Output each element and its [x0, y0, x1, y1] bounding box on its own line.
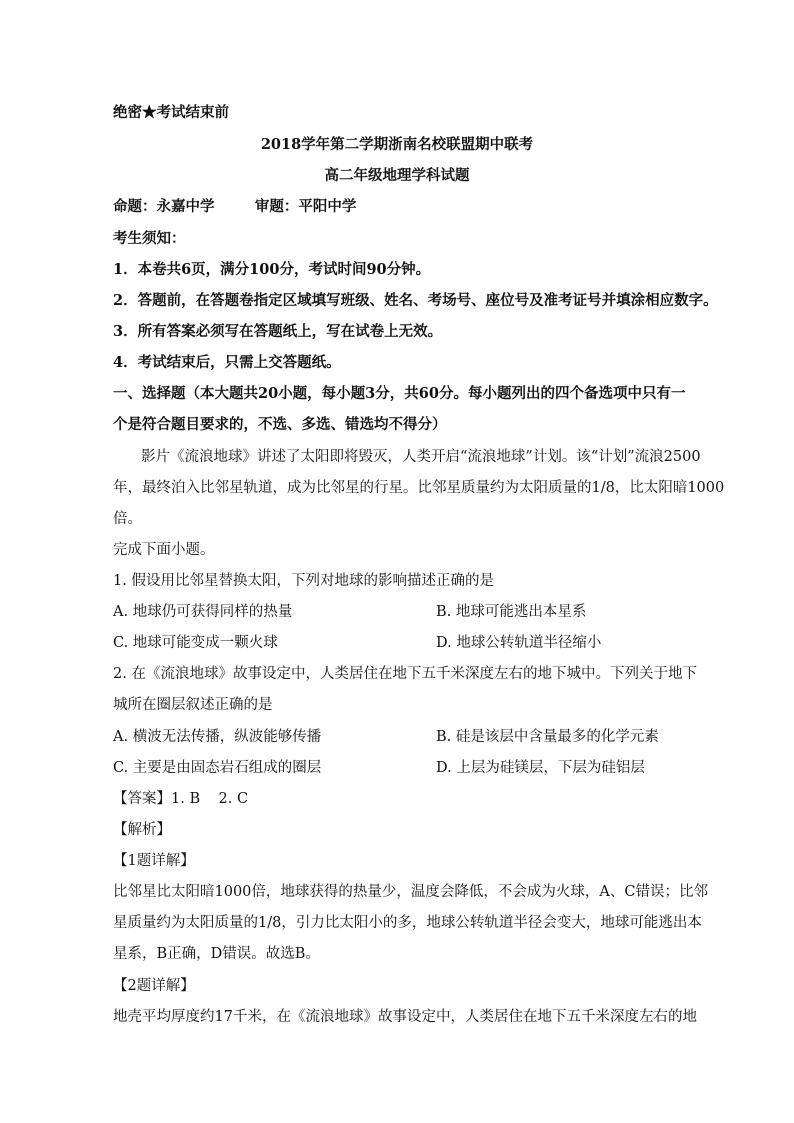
analysis-label: 【解析】	[113, 822, 171, 838]
section-title: 个是符合题目要求的，不选、多选、错选均不得分）	[113, 416, 447, 433]
detail-line: 地壳平均厚度约17千米，在《流浪地球》故事设定中，人类居住在地下五千米深度左右的地	[113, 1009, 697, 1025]
option-d: D. 上层为硅镁层，下层为硅铝层	[436, 760, 645, 776]
notice-title: 考生须知：	[113, 230, 186, 247]
exam-title: 2018学年第二学期浙南名校联盟期中联考	[260, 136, 534, 153]
answer-line: 【答案】1. B 2. C	[113, 791, 249, 807]
passage-line: 年，最终泊入比邻星轨道，成为比邻星的行星。比邻星质量约为太阳质量的1/8，比太阳暗1000	[113, 480, 725, 496]
option-a: A. 地球仍可获得同样的热量	[113, 604, 293, 620]
secret-mark: 绝密★考试结束前	[113, 104, 229, 121]
notice-item: 4．考试结束后，只需上交答题纸。	[113, 354, 341, 371]
question-stem: 1. 假设用比邻星替换太阳，下列对地球的影响描述正确的是	[113, 573, 494, 589]
option-b: B. 硅是该层中含量最多的化学元素	[436, 729, 659, 745]
passage-line: 影片《流浪地球》讲述了太阳即将毁灭，人类开启“流浪地球”计划。该“计划”流浪2500	[141, 449, 701, 465]
detail-line: 星系，B正确，D错误。故选B。	[113, 946, 320, 962]
option-b: B. 地球可能逃出本星系	[436, 604, 587, 620]
detail-line: 比邻星比太阳暗1000倍，地球获得的热量少，温度会降低，不会成为火球，A、C错误；比邻	[113, 884, 708, 900]
detail-label: 【2题详解】	[113, 978, 195, 994]
subject-title: 高二年级地理学科试题	[324, 167, 470, 184]
question-stem: 2. 在《流浪地球》故事设定中，人类居住在地下五千米深度左右的地下城中。下列关于地下	[113, 666, 697, 682]
section-title: 一、选择题（本大题共20小题，每小题3分，共60分。每小题列出的四个备选项中只有一	[113, 385, 686, 402]
option-d: D. 地球公转轨道半径缩小	[436, 635, 602, 651]
detail-label: 【1题详解】	[113, 853, 195, 869]
option-c: C. 地球可能变成一颗火球	[113, 635, 278, 651]
detail-line: 星质量约为太阳质量的1/8，引力比太阳小的多，地球公转轨道半径会变大，地球可能逃出本	[113, 915, 702, 931]
passage-line: 倍。	[113, 511, 142, 527]
notice-item: 2．答题前，在答题卷指定区域填写班级、姓名、考场号、座位号及准考证号并填涂相应数字。	[113, 292, 718, 309]
notice-item: 3．所有答案必须写在答题纸上，写在试卷上无效。	[113, 323, 443, 340]
instruction: 完成下面小题。	[113, 542, 215, 558]
question-stem: 城所在圈层叙述正确的是	[113, 697, 273, 713]
author-line: 命题：永嘉中学 审题：平阳中学	[113, 198, 357, 215]
option-c: C. 主要是由固态岩石组成的圈层	[113, 760, 322, 776]
option-a: A. 横波无法传播，纵波能够传播	[113, 729, 322, 745]
notice-item: 1．本卷共6页，满分100分，考试时间90分钟。	[113, 261, 431, 278]
